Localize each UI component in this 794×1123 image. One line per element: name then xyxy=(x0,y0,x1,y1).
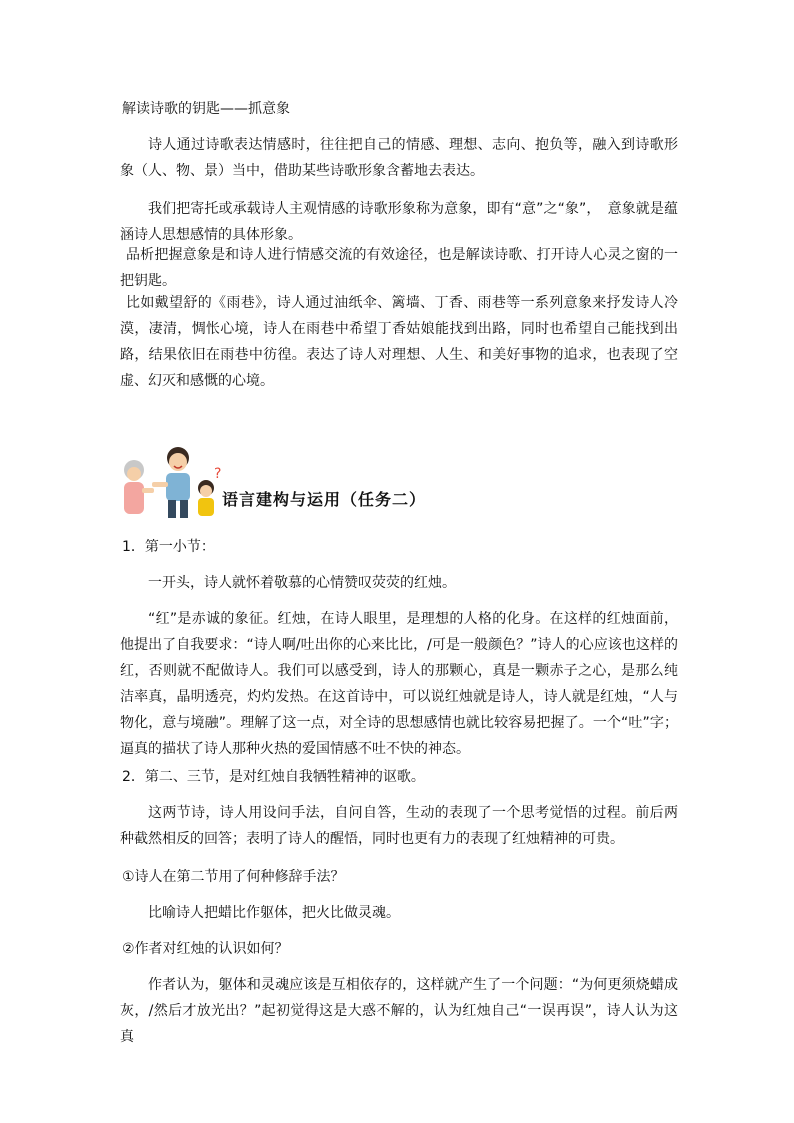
section1-paragraph-2: “红”是赤诚的象征。红烛，在诗人眼里，是理想的人格的化身。在这样的红烛面前，他提出了自我要求：“诗人啊/吐出你的心来比比，/可是一般颜色？”诗人的心应该也这样的红，否则就不配做诗人。我们可以感受到，诗人的那颗心，真是一颗赤子之心，是那么纯洁率真，晶明透亮，灼灼发热。在这首诗中，可以说红烛就是诗人，诗人就是红烛，“人与物化，意与境融”。理解了这一点，对全诗的思想感情也就比较容易把握了。一个“吐”字；逼真的描状了诗人那种火热的爱国情感不吐不快的神态。 xyxy=(120,611,678,757)
intro-title: 解读诗歌的钥匙——抓意象 xyxy=(122,101,290,117)
intro-paragraph-2: 我们把寄托或承载诗人主观情感的诗歌形象称为意象，即有“意”之“象”， 意象就是蕴涵诗人思想感情的具体形象。 xyxy=(120,201,678,243)
section2-question-2: ②作者对红烛的认识如何？ xyxy=(122,941,289,957)
task-title: 语言建构与运用（任务二） xyxy=(222,490,427,509)
section2-heading: 2．第二、三节，是对红烛自我牺牲精神的讴歌。 xyxy=(122,769,425,785)
intro-paragraph-1: 诗人通过诗歌表达情感时，往往把自己的情感、理想、志向、抱负等，融入到诗歌形象（人、物、景）当中，借助某些诗歌形象含蓄地去表达。 xyxy=(120,137,678,179)
intro-paragraph-3: 品析把握意象是和诗人进行情感交流的有效途径，也是解读诗歌、打开诗人心灵之窗的一把钥匙。 xyxy=(120,247,678,289)
section1-heading: 1．第一小节： xyxy=(122,539,215,555)
section2-paragraph-1: 这两节诗，诗人用设问手法，自问自答，生动的表现了一个思考觉悟的过程。前后两种截然相反的回答；表明了诗人的醒悟，同时也更有力的表现了红烛精神的可贵。 xyxy=(120,805,678,847)
section2-answer-1: 比喻诗人把蜡比作躯体，把火比做灵魂。 xyxy=(148,905,400,921)
section1-paragraph-1: 一开头，诗人就怀着敬慕的心情赞叹荧荧的红烛。 xyxy=(148,575,456,591)
intro-paragraph-4: 比如戴望舒的《雨巷》，诗人通过油纸伞、篱墙、丁香、雨巷等一系列意象来抒发诗人冷漠，凄清，惆怅心境，诗人在雨巷中希望丁香姑娘能找到出路，同时也希望自己能找到出路，结果依旧在雨巷中彷徨。表达了诗人对理想、人生、和美好事物的追求，也表现了空虚、幻灭和感慨的心境。 xyxy=(120,295,678,389)
section2-answer-2: 作者认为，躯体和灵魂应该是互相依存的，这样就产生了一个问题：“为何更须烧蜡成灰，/然后才放光出？”起初觉得这是大惑不解的，认为红烛自己“一误再误”，诗人认为这真 xyxy=(120,977,678,1045)
section2-question-1: ①诗人在第二节用了何种修辞手法？ xyxy=(122,869,345,885)
family-illustration-icon xyxy=(116,440,226,520)
svg-text:?: ? xyxy=(214,466,222,482)
